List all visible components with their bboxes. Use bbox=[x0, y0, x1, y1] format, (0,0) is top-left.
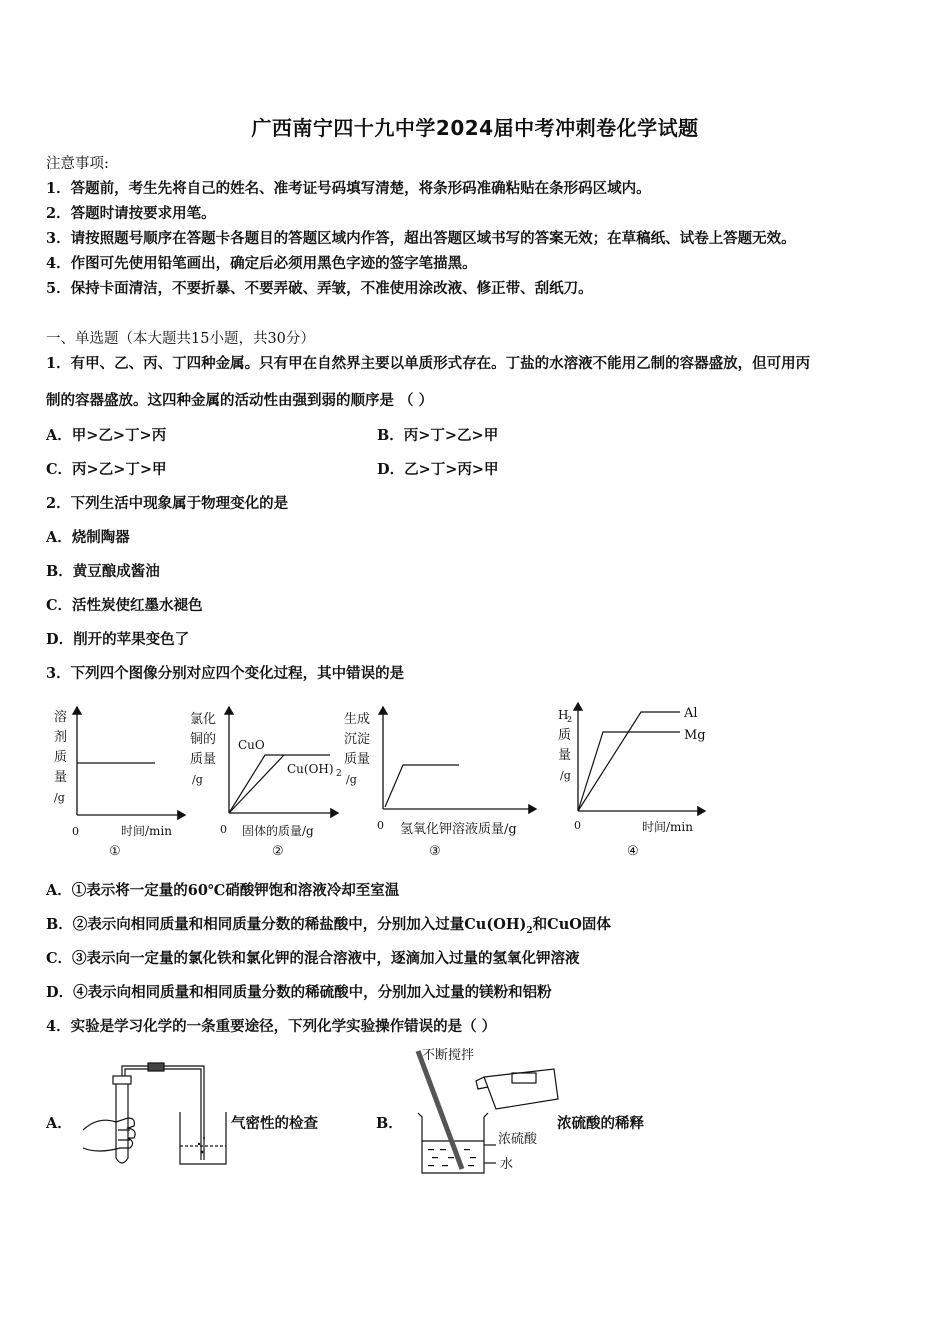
q2-option-c: C．活性炭使红墨水褪色 bbox=[46, 597, 203, 614]
q1-stem-line2: 制的容器盛放。这四种金属的活动性由强到弱的顺序是 （ ） bbox=[46, 392, 434, 409]
graph3-ylabel: 沉淀 bbox=[344, 732, 371, 747]
graph2-series-cuoh2 bbox=[229, 755, 284, 813]
graph1-origin: 0 bbox=[72, 825, 79, 838]
q2-option-b: B．黄豆酿成酱油 bbox=[46, 563, 160, 580]
graph2-ylabel: 铜的 bbox=[190, 732, 217, 747]
graph3-number: ③ bbox=[429, 844, 441, 859]
graph-1 bbox=[54, 707, 185, 859]
q2-stem: 2．下列生活中现象属于物理变化的是 bbox=[46, 495, 289, 512]
q1-option-b: B．丙>丁>乙>甲 bbox=[377, 427, 499, 444]
graph2-ylabel: /g bbox=[192, 773, 203, 786]
graph1-ylabel: 质 bbox=[54, 750, 68, 765]
graph4-number: ④ bbox=[627, 844, 639, 859]
graph4-ylabel: 量 bbox=[558, 748, 572, 763]
q3-option-b-sub: 2 bbox=[526, 925, 533, 936]
graph4-ylabel: /g bbox=[560, 769, 571, 782]
graph1-ylabel: 量 bbox=[54, 770, 68, 785]
graph1-number: ① bbox=[109, 844, 121, 859]
section-heading: 一、单选题（本大题共15小题，共30分） bbox=[46, 331, 315, 347]
q3-option-b-text: 和CuO固体 bbox=[532, 916, 611, 933]
test-tube bbox=[116, 1082, 128, 1163]
graph-2 bbox=[190, 707, 342, 859]
q1-stem-line1: 1．有甲、乙、丙、丁四种金属。只有甲在自然界主要以单质形式存在。丁盐的水溶液不能用乙制的容器盛放，但可用丙 bbox=[46, 355, 811, 372]
graph3-series-line bbox=[385, 765, 459, 807]
graph1-xlabel: 时间/min bbox=[121, 824, 172, 838]
q4-option-b-letter: B． bbox=[376, 1115, 403, 1132]
graph1-ylabel: 溶 bbox=[54, 710, 68, 725]
glass-rod bbox=[418, 1051, 462, 1169]
graph2-ylabel: 氯化 bbox=[190, 712, 217, 727]
q3-option-b bbox=[46, 913, 611, 936]
q1-option-c: C．丙>乙>丁>甲 bbox=[46, 461, 167, 478]
bottle-label bbox=[512, 1073, 536, 1083]
graph-4 bbox=[558, 703, 706, 859]
notice-item: 4．作图可先使用铅笔画出，确定后必须用黑色字迹的签字笔描黑。 bbox=[46, 255, 477, 272]
graph3-ylabel: /g bbox=[346, 773, 357, 786]
graph3-ylabel: 质量 bbox=[344, 752, 371, 767]
graph1-ylabel: 剂 bbox=[54, 730, 68, 745]
q1-option-a: A．甲>乙>丁>丙 bbox=[46, 427, 167, 444]
graph2-xlabel: 固体的质量/g bbox=[242, 824, 314, 838]
notice-item: 1．答题前，考生先将自己的姓名、准考证号码填写清楚，将条形码准确粘贴在条形码区域内。 bbox=[46, 180, 651, 197]
graph-3 bbox=[344, 707, 536, 859]
graph4-xlabel: 时间/min bbox=[642, 820, 693, 834]
fig-label-stir: 不断搅拌 bbox=[422, 1048, 475, 1063]
graph3-xlabel: 氢氧化钾溶液质量/g bbox=[400, 822, 517, 837]
notice-heading: 注意事项: bbox=[46, 156, 109, 172]
graph2-curve-label-sub: 2 bbox=[336, 769, 342, 779]
notice-item: 3．请按照题号顺序在答题卡各题目的答题区域内作答，超出答题区域书写的答案无效；在草稿纸、试卷上答题无效。 bbox=[46, 230, 796, 247]
hand bbox=[83, 1118, 135, 1151]
q4-figure-airtight bbox=[78, 1052, 228, 1172]
q4-option-a-text: 气密性的检查 bbox=[231, 1115, 318, 1132]
graph3-ylabel: 生成 bbox=[344, 712, 371, 727]
q2-option-a: A．烧制陶器 bbox=[46, 529, 130, 546]
graph3-origin: 0 bbox=[377, 819, 384, 832]
graph4-ylabel: 质 bbox=[558, 728, 572, 743]
page-title: 广西南宁四十九中学2024届中考冲刺卷化学试题 bbox=[251, 116, 699, 140]
graph4-series-mg bbox=[578, 732, 680, 811]
q4-option-b-text: 浓硫酸的稀释 bbox=[557, 1115, 644, 1132]
stopper bbox=[113, 1076, 131, 1084]
q4-figure-dilution bbox=[404, 1045, 564, 1180]
graph2-ylabel: 质量 bbox=[190, 752, 217, 767]
q3-option-c: C．③表示向一定量的氯化铁和氯化钾的混合溶液中，逐滴加入过量的氢氧化钾溶液 bbox=[46, 950, 580, 967]
q3-option-d: D．④表示向相同质量和相同质量分数的稀硫酸中，分别加入过量的镁粉和铝粉 bbox=[46, 984, 552, 1001]
graph2-origin: 0 bbox=[220, 823, 227, 836]
graph4-curve-label-al: Al bbox=[684, 706, 698, 721]
rubber-connector bbox=[148, 1063, 164, 1071]
graph2-curve-label-cuo: CuO bbox=[238, 738, 265, 752]
graph4-ylabel: H bbox=[558, 708, 569, 722]
graph1-ylabel: /g bbox=[54, 791, 65, 804]
reagent-bottle bbox=[484, 1069, 558, 1109]
q4-stem: 4．实验是学习化学的一条重要途径，下列化学实验操作错误的是（ ） bbox=[46, 1018, 497, 1035]
water-dashes bbox=[428, 1149, 476, 1166]
q2-option-d: D．削开的苹果变色了 bbox=[46, 631, 190, 648]
q4-option-a-letter: A． bbox=[46, 1115, 72, 1132]
q3-graphs bbox=[0, 695, 950, 865]
graph4-origin: 0 bbox=[574, 819, 581, 832]
graph2-number: ② bbox=[272, 844, 284, 859]
q1-option-d: D．乙>丁>丙>甲 bbox=[377, 461, 499, 478]
q3-stem: 3．下列四个图像分别对应四个变化过程，其中错误的是 bbox=[46, 665, 405, 682]
notice-item: 2．答题时请按要求用笔。 bbox=[46, 205, 216, 222]
notice-item: 5．保持卡面清洁，不要折暴、不要弄破、弄皱，不准使用涂改液、修正带、刮纸刀。 bbox=[46, 280, 593, 297]
q3-option-b-text: B．②表示向相同质量和相同质量分数的稀盐酸中，分别加入过量Cu(OH) bbox=[46, 916, 527, 933]
graph2-curve-label-cuoh2: Cu(OH) bbox=[287, 762, 334, 776]
fig-label-acid: 浓硫酸 bbox=[498, 1132, 538, 1147]
graph4-curve-label-mg: Mg bbox=[684, 728, 706, 743]
q3-option-a: A．①表示将一定量的60℃硝酸钾饱和溶液冷却至室温 bbox=[46, 882, 400, 899]
graph4-ylabel-sub: 2 bbox=[567, 715, 573, 724]
fig-label-water: 水 bbox=[500, 1157, 514, 1172]
